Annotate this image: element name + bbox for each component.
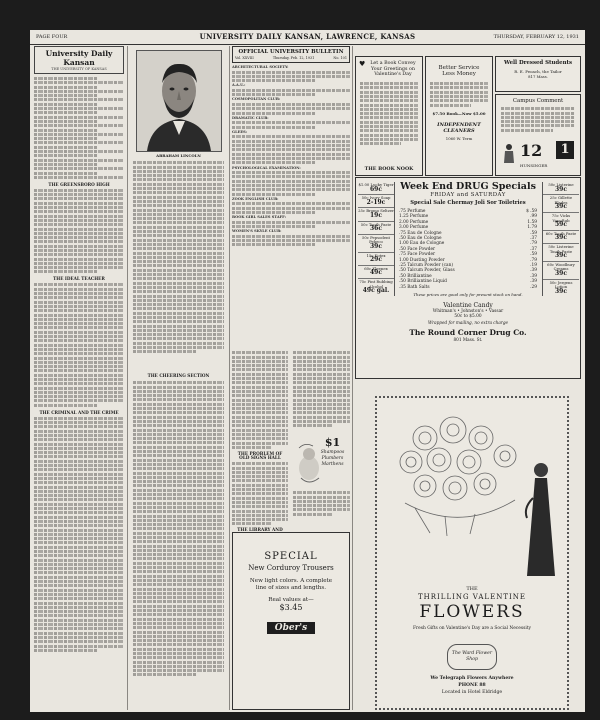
ad-text: .25 Talcum Powder (can)	[399, 263, 454, 269]
flowers-location: Located in Hotel Eldridge	[441, 690, 503, 695]
ad-text: 1.00 Dusting Powder	[399, 257, 445, 263]
bulletin-volume: Vol. XXVIII	[235, 56, 254, 60]
ad-text: $ .59	[526, 209, 537, 214]
column-rule	[352, 46, 353, 710]
drug-side-left	[358, 182, 395, 296]
masthead-subtitle: THE UNIVERSITY OF KANSAS	[51, 67, 107, 71]
newspaper-page	[30, 30, 585, 712]
bulletin-number: No. 101	[333, 56, 347, 60]
countdown-badge: 1	[556, 141, 574, 159]
bulletin-header	[232, 46, 350, 63]
ad-text: 75c Vicks VapoRub	[551, 212, 571, 223]
ad-text: .50 Face Powder	[399, 246, 436, 252]
drug-store-address: 801 Mass. St.	[453, 337, 483, 343]
flowers-ad	[375, 396, 569, 710]
page-date: THURSDAY, FEBRUARY 12, 1931	[493, 34, 579, 40]
candy-headline: Valentine Candy	[443, 302, 493, 310]
list-item	[543, 231, 579, 244]
list-item	[543, 195, 579, 213]
flowers-phone: PHONE 88	[458, 683, 486, 688]
lincoln-text	[133, 160, 224, 355]
drug-headline: Week End DRUG Specials	[400, 181, 536, 192]
shampoo-line-2: Plumbers	[321, 456, 344, 461]
lincoln-portrait	[136, 50, 222, 152]
notice-heading: ZOOK ENGLISH CLUB:	[232, 196, 279, 201]
ad-text: 39c	[554, 269, 567, 277]
candy-wrap-note: Wrapped for mailing, no extra charge	[428, 320, 508, 326]
portrait-caption: ABRAHAM LINCOLN	[156, 153, 201, 158]
ad-text: 1.25 Perfume	[399, 214, 429, 220]
ad-text: 60c Tooth Paste	[545, 230, 577, 236]
shampoo-price: $1	[324, 436, 341, 449]
editorial-heading: THE CHEERING SECTION	[147, 373, 210, 378]
ad-text: 50c Jergens Lotion	[549, 279, 573, 290]
ad-text: .99	[530, 214, 537, 220]
column-rule	[127, 46, 128, 710]
list-item	[358, 182, 394, 195]
cleaners-name: INDEPENDENT CLEANERS	[437, 121, 481, 134]
ad-text: 1.59	[527, 219, 537, 225]
editorial-heading: THE GREENSBORO HIGH	[48, 181, 110, 187]
list-item	[543, 182, 579, 195]
ad-text: .79	[530, 241, 537, 247]
editorial-body	[34, 417, 124, 652]
editorial-heading: THE IDEAL TEACHER	[53, 276, 105, 282]
list-item	[358, 253, 394, 266]
editorial-body	[133, 380, 224, 678]
drug-side-right	[542, 182, 579, 296]
bulletin-date: Thursday, Feb. 12, 1931	[272, 56, 315, 60]
list-item	[396, 285, 540, 290]
flowers-telegraph: We Telegraph Flowers Anywhere	[430, 676, 514, 681]
ad-text: 60c Woodbury Creams	[547, 261, 575, 272]
ad-text: .75 Eau de Cologne	[399, 230, 442, 236]
notice-heading: WOMEN'S SKYLE CLUB:	[232, 229, 282, 234]
flower-shop-logo: The Ward Flower Shop	[447, 644, 497, 670]
ad-text: 50c Ivory Soap	[361, 195, 391, 201]
drug-note: These prices are good only for present stock on hand.	[413, 292, 523, 298]
bulletin-notices	[232, 65, 350, 246]
ad-text: .50 Talcum Powder, Glass	[399, 268, 455, 274]
drug-subhead-2: Special Sale Chermay Joli Sor Toiletries	[410, 200, 526, 206]
ad-text: .79	[530, 257, 537, 263]
notice-heading: PSYCHOLOGICAL EXAMINATION:	[232, 165, 301, 170]
page-number: PAGE FOUR	[36, 34, 68, 40]
drug-specials-ad	[355, 177, 581, 379]
countdown-number: 12	[520, 141, 543, 160]
list-item	[358, 222, 394, 235]
candy-price: 50c to $5.00	[454, 314, 482, 320]
story-body	[293, 490, 350, 517]
ad-text: 39c	[554, 252, 567, 260]
masthead-title: University Daily Kansan	[45, 49, 113, 67]
ad-text: 36c	[369, 225, 382, 233]
campus-comment-headline: Campus Comment	[512, 98, 564, 104]
book-nook-name: THE BOOK NOOK	[364, 166, 414, 172]
editorial-heading: THE CRIMINAL AND THE CRIME	[39, 409, 119, 415]
cleaners-price: $7.50 Book—Now $5.00	[432, 110, 486, 116]
notice-heading: DRAMATIC CLUB:	[232, 115, 269, 120]
ad-text: 29c	[369, 256, 382, 264]
notice-heading: GLEES:	[232, 129, 247, 134]
ad-text: .59	[530, 230, 537, 236]
countdown-name: HUNSINGER	[520, 163, 548, 168]
trousers-subhead: New Corduroy Trousers	[248, 564, 334, 572]
ad-text: 59c	[554, 221, 567, 229]
ad-text: .75 Face Powder	[399, 252, 436, 258]
flowers-body: Fresh Gifts on Valentine's Day are a Social Necessity	[412, 626, 532, 631]
lincoln-column	[131, 46, 226, 710]
shampoo-ad	[295, 428, 348, 488]
story-heading: THE PROBLEM OF OLD SIGNS HALL	[237, 450, 283, 461]
ad-text: 50c Tooth Paste	[360, 221, 392, 227]
list-item	[543, 213, 579, 231]
newspaper-title: UNIVERSITY DAILY KANSAN, LAWRENCE, KANSAS	[199, 32, 416, 41]
ad-text: 39c	[554, 234, 567, 242]
lincoln-portrait-drawing	[137, 51, 221, 151]
ad-text: .50 Brilliantine Liquid	[399, 279, 447, 285]
ad-text: 60c Kleenex	[364, 265, 388, 271]
ad-text: 49c	[369, 269, 382, 277]
list-item	[358, 235, 394, 253]
ad-text: 15c Kotex	[366, 252, 386, 258]
notice-heading: BOOK GIRL SALES STAFF:	[232, 215, 286, 220]
trousers-body: New light colors. A complete line of sizes and lengths.	[249, 578, 333, 591]
shampoo-line-1: Shampoos	[320, 450, 345, 455]
ad-text: .39	[530, 268, 537, 274]
drug-center	[396, 181, 540, 342]
masthead	[34, 46, 124, 74]
ad-text: 1.79	[527, 225, 537, 231]
list-item	[543, 244, 579, 262]
tailor-ad	[495, 56, 581, 92]
ad-text: 69c	[369, 185, 382, 193]
bulletin-title: OFFICIAL UNIVERSITY BULLETIN	[238, 49, 344, 55]
drug-price-list	[396, 209, 540, 290]
ad-text: 39c	[554, 185, 567, 193]
ads-column	[355, 46, 581, 710]
trousers-headline: SPECIAL	[264, 551, 318, 562]
obers-logo: Ober's	[267, 622, 315, 634]
tailor-headline: Well Dressed Students	[503, 60, 573, 66]
ad-text: .39	[530, 273, 537, 279]
ad-text: 39c	[554, 203, 567, 211]
book-nook-ad	[355, 56, 423, 176]
cleaners-headline: Better Service Less Money	[438, 65, 480, 78]
ad-text: .19	[530, 263, 537, 269]
tailor-name: R. E. Peoach, the Tailor	[514, 69, 562, 74]
list-item	[543, 262, 579, 280]
column-rule	[229, 46, 230, 710]
story-body	[293, 350, 350, 429]
figure-illustration	[502, 143, 516, 165]
ad-text: 2.00 Perfume	[399, 219, 429, 225]
candy-brands: Whitman's • Johnston's • Vassar	[432, 309, 504, 315]
drug-subhead-1: FRIDAY and SATURDAY	[430, 192, 506, 198]
list-item	[358, 195, 394, 208]
flowers-pre: THE	[466, 586, 478, 592]
masthead-staff-list	[34, 77, 124, 179]
list-item	[358, 279, 394, 296]
ad-text: .39	[530, 279, 537, 285]
ad-text: 50c Listerine	[548, 182, 574, 187]
shampoo-line-3: Marthens	[321, 462, 344, 467]
ad-text: 25c Bromo Seltzer	[358, 208, 394, 214]
ad-text: 39c	[369, 242, 382, 250]
ad-text: .59	[530, 252, 537, 258]
list-item	[358, 266, 394, 279]
ad-text: .37	[530, 246, 537, 252]
notice-heading: COSMOPOLITAN CLUB:	[232, 97, 281, 102]
ad-text: .50 Brilliantine	[399, 273, 432, 279]
book-nook-headline: Let a Book Convey Your Greetings on Valentine's Day	[370, 61, 416, 78]
cleaners-phone: 1060 W. Term	[445, 135, 473, 141]
ad-text: .35 Bath Salts	[399, 284, 430, 290]
ad-text: .37	[530, 236, 537, 242]
list-item	[543, 280, 579, 297]
ad-text: $1.00 Lucky Tiger	[358, 182, 394, 187]
flowers-headline: THRILLING VALENTINE	[417, 593, 526, 601]
story-heading: THE LIBRARY AND	[237, 527, 283, 533]
ad-text: 19c	[369, 211, 382, 219]
cleaners-ad	[425, 56, 493, 176]
trousers-price-line: Real values at—	[268, 597, 314, 603]
page-header	[30, 30, 585, 45]
ad-text: 1.00 Eau de Cologne	[399, 241, 445, 247]
heart-icon: ♥	[359, 60, 366, 68]
flower-basket-illustration	[385, 408, 535, 538]
ad-text: 49c gal.	[362, 287, 390, 295]
flowers-big-word: FLOWERS	[419, 602, 525, 622]
trousers-ad	[232, 532, 350, 710]
ad-text: 2-19c	[366, 198, 386, 206]
ad-text: .29	[530, 284, 537, 290]
notice-heading: ARCHITECTURAL SOCIETY:	[232, 65, 289, 69]
notice-heading: A.A.U.:	[232, 83, 246, 88]
ad-text: 39c	[554, 287, 567, 295]
editorial-body	[34, 283, 124, 406]
ad-text: .75 Perfume	[399, 209, 426, 214]
list-item	[358, 208, 394, 221]
ad-text: 50c Listerine Tooth Paste	[548, 243, 574, 254]
editorial-body	[34, 189, 124, 274]
ad-text: 3.00 Perfume	[399, 225, 429, 231]
ad-text: 25c Gillette Blades	[549, 195, 573, 205]
trousers-price: $3.45	[279, 603, 303, 612]
campus-comment-ad	[495, 94, 581, 176]
tailor-address: 817 Mass.	[528, 74, 548, 79]
drug-store-name: The Round Corner Drug Co.	[409, 328, 527, 338]
ad-text: .50 Eau de Cologne	[399, 236, 442, 242]
bulletin-column	[232, 46, 350, 710]
lady-illustration	[521, 458, 561, 578]
editorial-column	[34, 46, 124, 710]
ad-text: 50c Pepsodent Pebeco	[361, 234, 391, 245]
ad-text: 75c Pint Rubbing Alcohol	[359, 278, 393, 289]
